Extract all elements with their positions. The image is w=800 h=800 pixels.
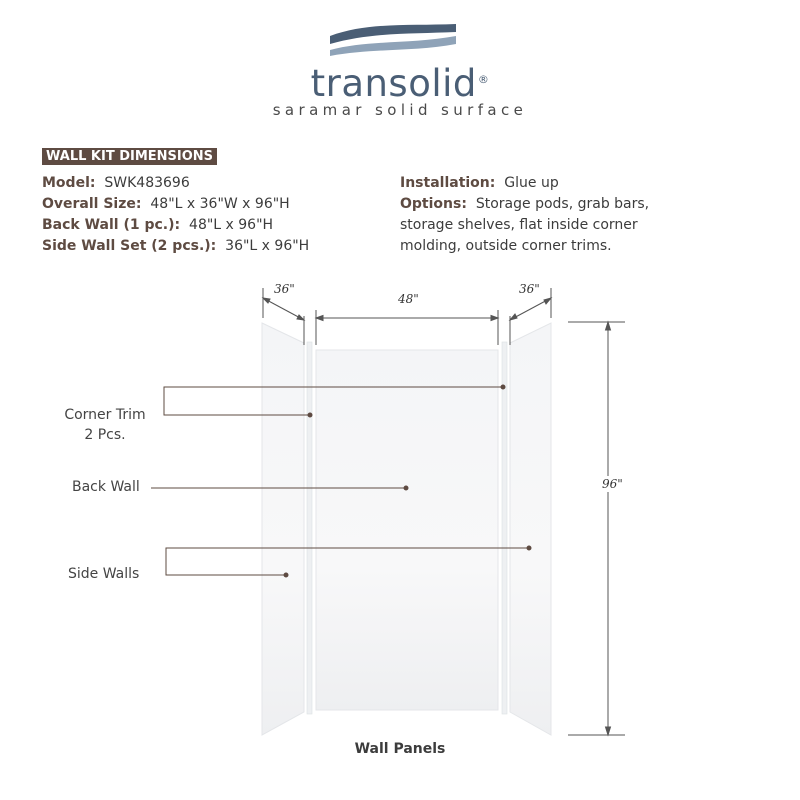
spec-options-value: Storage pods, grab bars, storage shelves, flat inside corner molding, outside corner trims.	[400, 196, 650, 254]
dimension-height-label: 96"	[602, 477, 623, 491]
brand-tagline: saramar solid surface	[272, 101, 528, 119]
spec-back-wall-label: Back Wall (1 pc.):	[42, 217, 181, 233]
spec-side-wall-set-label: Side Wall Set (2 pcs.):	[42, 238, 217, 254]
dimension-back-label: 48"	[398, 292, 419, 306]
label-side-walls: Side Walls	[68, 566, 140, 582]
trademark-symbol: ®	[477, 72, 490, 86]
right-corner-trim	[502, 342, 507, 714]
dimension-height	[568, 322, 625, 735]
dimension-left-side-label: 36"	[274, 282, 295, 296]
spec-model-value: SWK483696	[104, 175, 190, 191]
spec-overall-size-label: Overall Size:	[42, 196, 142, 212]
left-corner-trim	[307, 342, 312, 714]
spec-model-label: Model:	[42, 175, 96, 191]
spec-installation-value: Glue up	[504, 175, 559, 191]
left-side-wall-panel	[262, 323, 304, 735]
brand-name: transolid®	[310, 62, 490, 105]
label-back-wall: Back Wall	[72, 479, 140, 495]
label-corner-trim-name: Corner Trim	[64, 407, 146, 423]
back-wall-panel	[316, 350, 498, 710]
spec-options-label: Options:	[400, 196, 467, 212]
diagram-caption: Wall Panels	[354, 741, 446, 757]
dimension-right-side-label: 36"	[519, 282, 540, 296]
label-corner-trim	[58, 407, 152, 443]
section-title: WALL KIT DIMENSIONS	[42, 148, 217, 165]
label-corner-trim-qty: 2 Pcs.	[84, 427, 126, 443]
dimension-back	[316, 310, 498, 345]
spec-side-wall-set-value: 36"L x 96"H	[225, 238, 310, 254]
spec-overall-size-value: 48"L x 36"W x 96"H	[150, 196, 290, 212]
spec-back-wall-value: 48"L x 96"H	[189, 217, 274, 233]
right-side-wall-panel	[510, 323, 551, 735]
spec-installation-label: Installation:	[400, 175, 496, 191]
